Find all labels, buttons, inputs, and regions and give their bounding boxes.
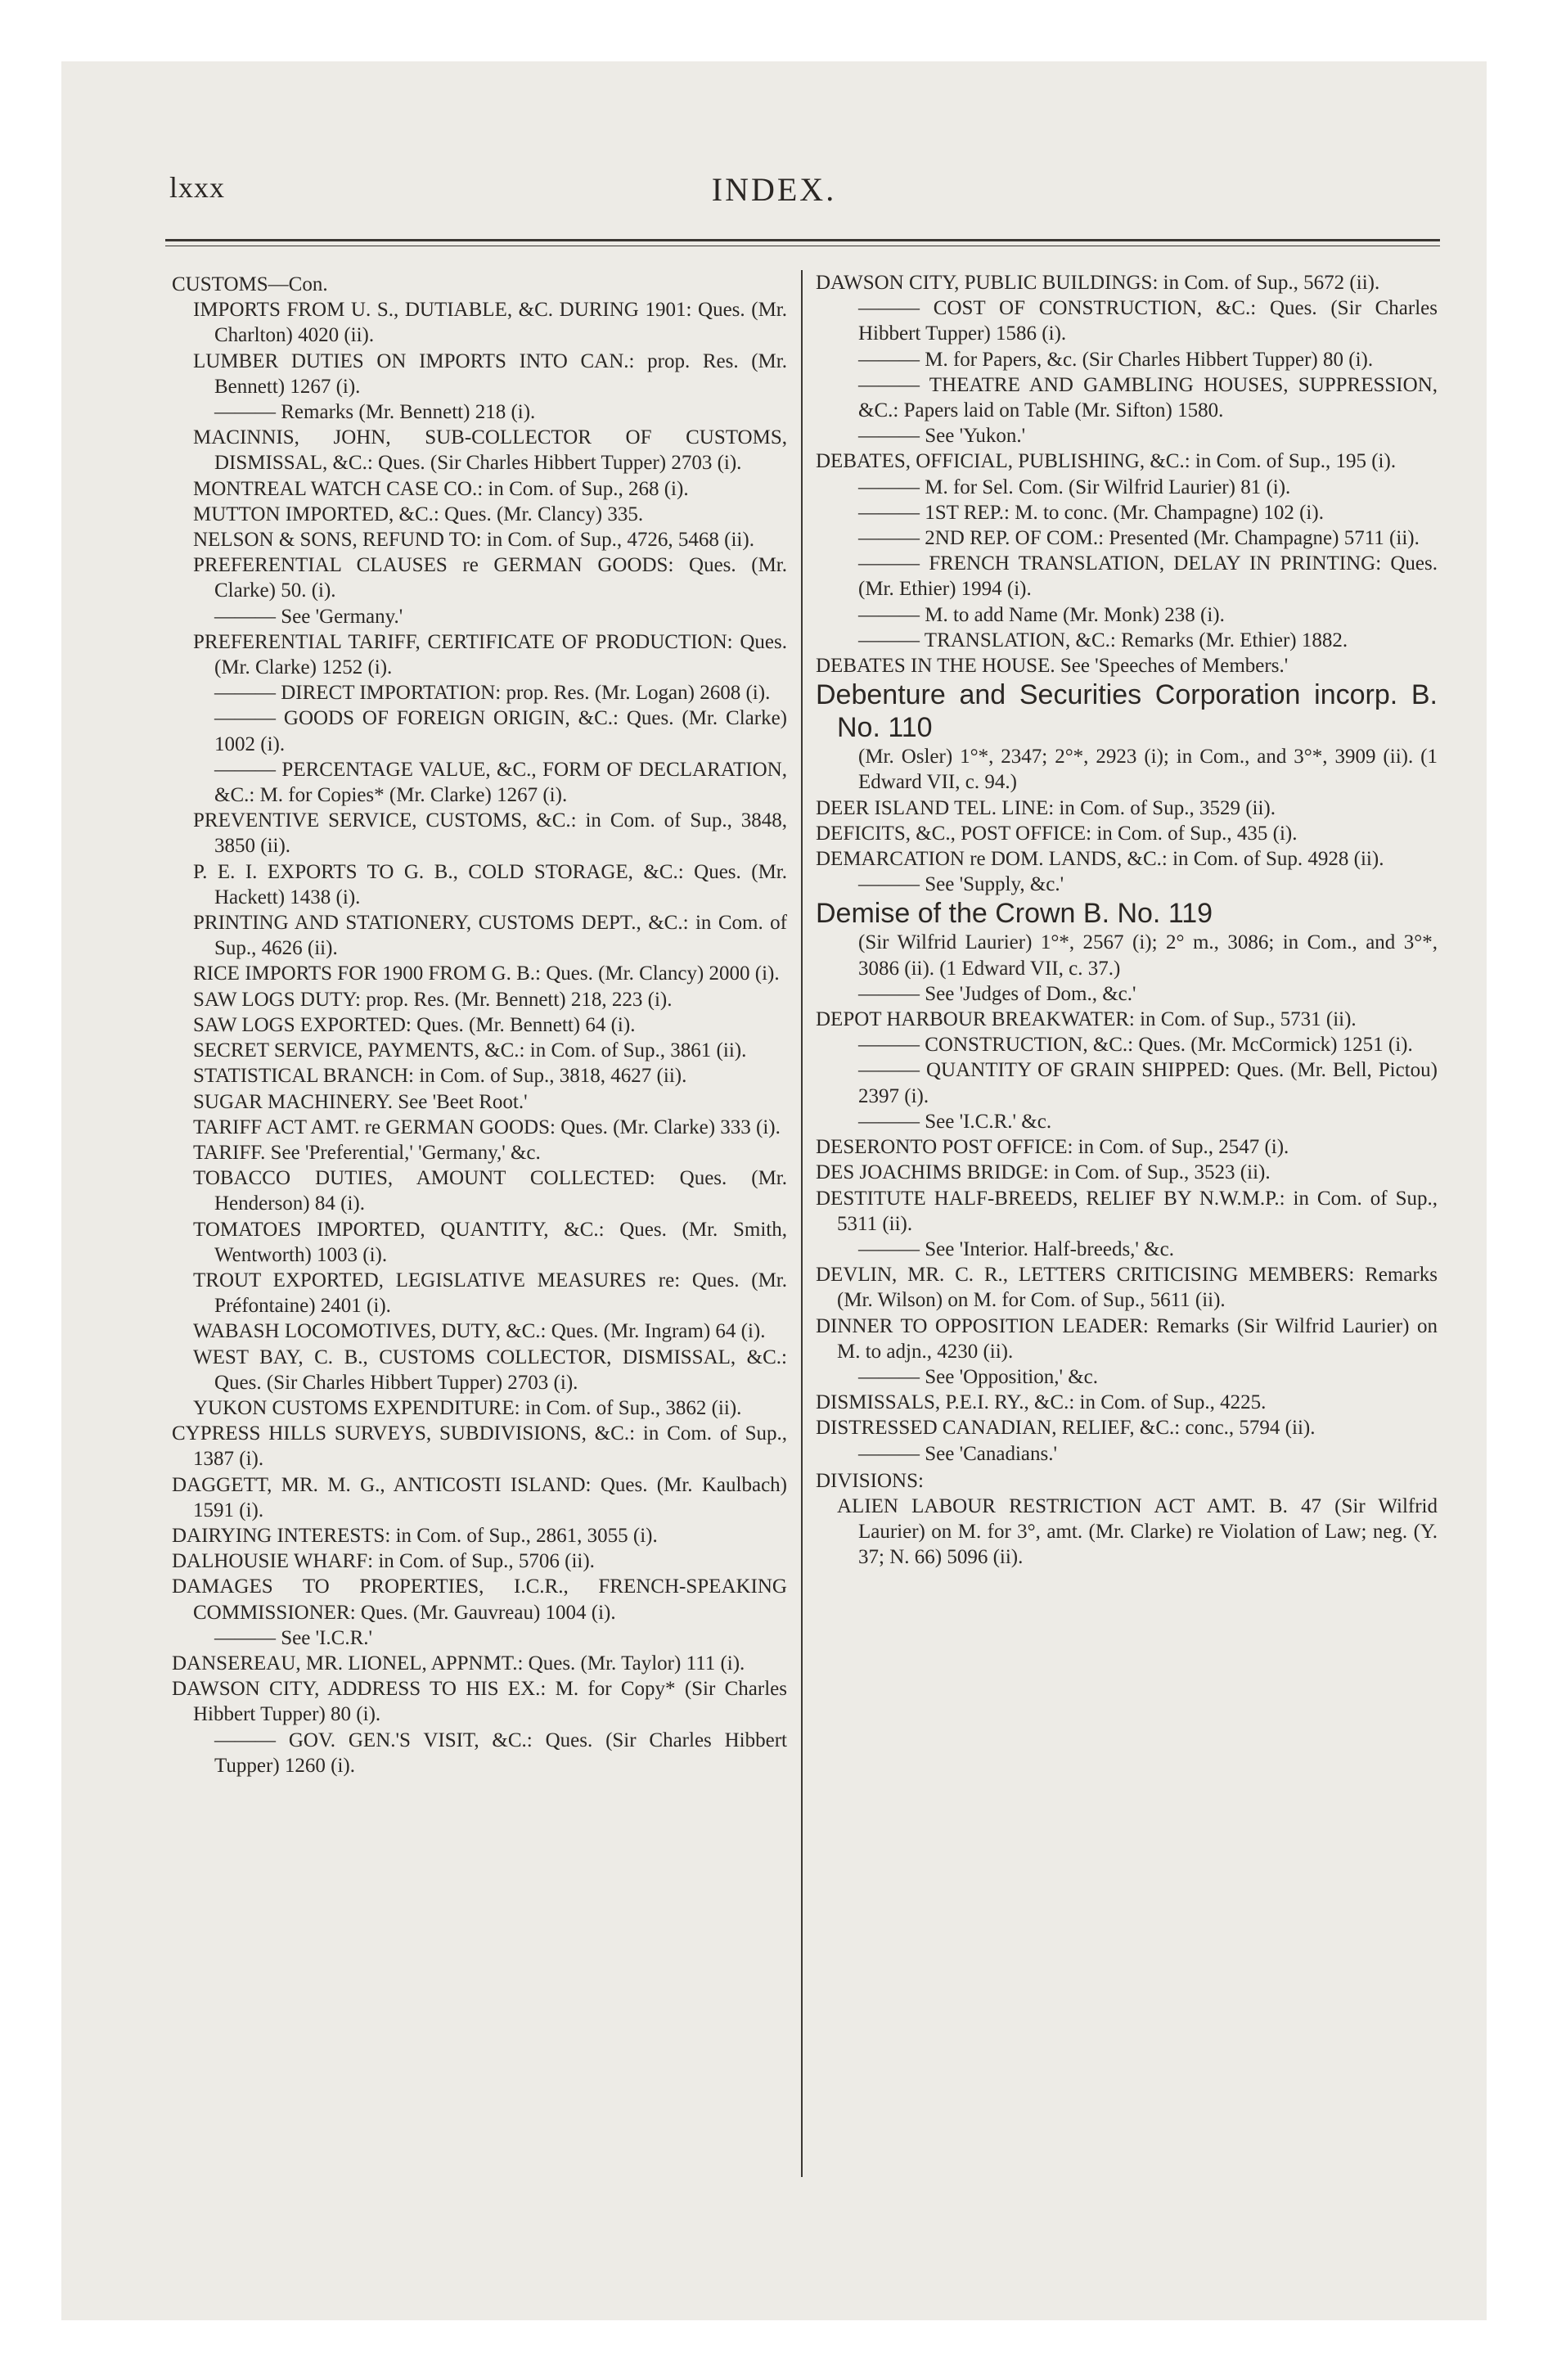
index-entry: ——— 2ND REP. OF COM.: Presented (Mr. Champagne) 5711 (ii). (858, 527, 1420, 550)
left-index-column (172, 270, 787, 1778)
index-entry: TARIFF ACT AMT. re GERMAN GOODS: Ques. (Mr. Clarke) 333 (i). (193, 1116, 781, 1138)
index-entry: ——— See 'Judges of Dom., &c.' (858, 982, 1136, 1005)
index-entry: CUSTOMS—Con. (172, 273, 328, 295)
index-entry: PREVENTIVE SERVICE, CUSTOMS, &C.: in Com. of Sup., 3848, 3850 (ii). (193, 809, 787, 858)
index-entry: DESERONTO POST OFFICE: in Com. of Sup., 2547 (i). (816, 1136, 1289, 1159)
right-index-column (816, 270, 1438, 1571)
header-rule-thick (165, 239, 1440, 241)
index-entry: (Mr. Osler) 1°*, 2347; 2°*, 2923 (i); in Com., and 3°*, 3909 (ii). (1 Edward VII, c. 94.) (858, 746, 1438, 794)
index-entry: ——— CONSTRUCTION, &C.: Ques. (Mr. McCormick) 1251 (i). (858, 1034, 1413, 1057)
index-entry: ——— Remarks (Mr. Bennett) 218 (i). (214, 401, 536, 424)
index-entry: TOBACCO DUTIES, AMOUNT COLLECTED: Ques. (Mr. Henderson) 84 (i). (193, 1167, 787, 1215)
index-entry: ——— TRANSLATION, &C.: Remarks (Mr. Ethier) 1882. (858, 629, 1348, 651)
index-entry: ——— M. to add Name (Mr. Monk) 238 (i). (858, 603, 1225, 626)
index-entry: ——— GOV. GEN.'S VISIT, &C.: Ques. (Sir Charles Hibbert Tupper) 1260 (i). (214, 1729, 787, 1777)
index-entry: P. E. I. EXPORTS TO G. B., COLD STORAGE, &C.: Ques. (Mr. Hackett) 1438 (i). (193, 860, 787, 908)
index-entry: SUGAR MACHINERY. See 'Beet Root.' (193, 1090, 528, 1113)
index-entry: TROUT EXPORTED, LEGISLATIVE MEASURES re: Ques. (Mr. Préfontaine) 2401 (i). (193, 1269, 787, 1318)
index-entry: ALIEN LABOUR RESTRICTION ACT AMT. B. 47 (Sir Wilfrid Laurier) on M. for 3°, amt. (Mr. Clarke) re Violation of Law; neg. (Y. 37; N. 66) 5096 (ii). (837, 1494, 1438, 1569)
index-entry: ——— See 'Opposition,' &c. (858, 1365, 1099, 1388)
index-entry: ——— See 'Canadians.' (858, 1442, 1057, 1465)
page-header (108, 164, 1440, 213)
index-entry: DEPOT HARBOUR BREAKWATER: in Com. of Sup., 5731 (ii). (816, 1008, 1357, 1031)
index-entry: ——— See 'Yukon.' (858, 425, 1026, 448)
index-entry: ——— THEATRE AND GAMBLING HOUSES, SUPPRESSION, &C.: Papers laid on Table (Mr. Sifton) 1580. (858, 373, 1438, 422)
index-entry: ——— 1ST REP.: M. to conc. (Mr. Champagne) 102 (i). (858, 501, 1324, 524)
index-entry: ——— PERCENTAGE VALUE, &C., FORM OF DECLARATION, &C.: M. for Copies* (Mr. Clarke) 1267 (i). (214, 758, 787, 807)
index-entry: DAMAGES TO PROPERTIES, I.C.R., FRENCH-SPEAKING COMMISSIONER: Ques. (Mr. Gauvreau) 1004 (i). (172, 1575, 787, 1624)
index-entry: MUTTON IMPORTED, &C.: Ques. (Mr. Clancy) 335. (193, 503, 644, 525)
index-entry: IMPORTS FROM U. S., DUTIABLE, &C. DURING 1901: Ques. (Mr. Charlton) 4020 (ii). (193, 299, 787, 347)
index-entry: DAGGETT, MR. M. G., ANTICOSTI ISLAND: Ques. (Mr. Kaulbach) 1591 (i). (172, 1473, 787, 1521)
index-entry: ——— M. for Papers, &c. (Sir Charles Hibbert Tupper) 80 (i). (858, 348, 1374, 371)
index-entry: TOMATOES IMPORTED, QUANTITY, &C.: Ques. (Mr. Smith, Wentworth) 1003 (i). (193, 1218, 787, 1266)
index-entry: SAW LOGS DUTY: prop. Res. (Mr. Bennett) 218, 223 (i). (193, 988, 673, 1011)
index-entry: DISTRESSED CANADIAN, RELIEF, &C.: conc., 5794 (ii). (816, 1417, 1316, 1440)
index-entry: ——— DIRECT IMPORTATION: prop. Res. (Mr. Logan) 2608 (i). (214, 682, 771, 705)
index-entry: PRINTING AND STATIONERY, CUSTOMS DEPT., &C.: in Com. of Sup., 4626 (ii). (193, 912, 787, 960)
index-entry: NELSON & SONS, REFUND TO: in Com. of Sup., 4726, 5468 (ii). (193, 529, 754, 552)
index-entry: ——— GOODS OF FOREIGN ORIGIN, &C.: Ques. (Mr. Clarke) 1002 (i). (214, 707, 787, 755)
page-number: lxxx (169, 171, 226, 204)
index-entry: DAIRYING INTERESTS: in Com. of Sup., 2861, 3055 (i). (172, 1524, 658, 1547)
index-entry: Debenture and Securities Corporation incorp. B. No. 110 (816, 679, 1438, 744)
index-entry: ——— COST OF CONSTRUCTION, &C.: Ques. (Sir Charles Hibbert Tupper) 1586 (i). (858, 297, 1438, 345)
running-title: INDEX. (711, 171, 837, 208)
index-entry: DEER ISLAND TEL. LINE: in Com. of Sup., 3529 (ii). (816, 796, 1276, 819)
index-entry: MACINNIS, JOHN, SUB-COLLECTOR OF CUSTOMS, DISMISSAL, &C.: Ques. (Sir Charles Hibbert Tupper) 2703 (i). (193, 426, 787, 475)
index-entry: DEBATES, OFFICIAL, PUBLISHING, &C.: in Com. of Sup., 195 (i). (816, 450, 1397, 473)
index-entry: SECRET SERVICE, PAYMENTS, &C.: in Com. of Sup., 3861 (ii). (193, 1039, 747, 1062)
index-entry: ——— FRENCH TRANSLATION, DELAY IN PRINTING: Ques. (Mr. Ethier) 1994 (i). (858, 552, 1438, 601)
index-entry: ——— QUANTITY OF GRAIN SHIPPED: Ques. (Mr. Bell, Pictou) 2397 (i). (858, 1059, 1438, 1107)
index-entry: ——— See 'Germany.' (214, 605, 403, 628)
index-entry: WEST BAY, C. B., CUSTOMS COLLECTOR, DISMISSAL, &C.: Ques. (Sir Charles Hibbert Tupper) 2703 (i). (193, 1346, 787, 1394)
index-entry: DEFICITS, &C., POST OFFICE: in Com. of Sup., 435 (i). (816, 822, 1298, 845)
index-entry: PREFERENTIAL CLAUSES re GERMAN GOODS: Ques. (Mr. Clarke) 50. (i). (193, 554, 787, 602)
index-entry: DAWSON CITY, ADDRESS TO HIS EX.: M. for Copy* (Sir Charles Hibbert Tupper) 80 (i). (172, 1678, 787, 1726)
index-entry: ——— See 'Supply, &c.' (858, 873, 1064, 896)
index-entry: SAW LOGS EXPORTED: Ques. (Mr. Bennett) 64 (i). (193, 1013, 636, 1036)
index-entry: DIVISIONS: (816, 1469, 924, 1492)
index-entry: YUKON CUSTOMS EXPENDITURE: in Com. of Sup., 3862 (ii). (193, 1396, 742, 1419)
index-entry: ——— See 'Interior. Half-breeds,' &c. (858, 1237, 1174, 1260)
index-entry: DEMARCATION re DOM. LANDS, &C.: in Com. of Sup. 4928 (ii). (816, 848, 1384, 871)
index-entry: DESTITUTE HALF-BREEDS, RELIEF BY N.W.M.P.: in Com. of Sup., 5311 (ii). (816, 1187, 1438, 1235)
index-entry: DEBATES IN THE HOUSE. See 'Speeches of Members.' (816, 655, 1289, 678)
index-entry: DALHOUSIE WHARF: in Com. of Sup., 5706 (ii). (172, 1550, 595, 1573)
index-entry: RICE IMPORTS FOR 1900 FROM G. B.: Ques. (Mr. Clancy) 2000 (i). (193, 962, 780, 985)
index-entry: DES JOACHIMS BRIDGE: in Com. of Sup., 3523 (ii). (816, 1161, 1271, 1184)
index-entry: TARIFF. See 'Preferential,' 'Germany,' &c. (193, 1141, 541, 1164)
index-entry: ——— M. for Sel. Com. (Sir Wilfrid Laurier) 81 (i). (858, 476, 1291, 498)
index-entry: (Sir Wilfrid Laurier) 1°*, 2567 (i); 2° m., 3086; in Com., and 3°*, 3086 (ii). (1 Edward VII, c. 37.) (858, 931, 1438, 980)
index-entry: DINNER TO OPPOSITION LEADER: Remarks (Sir Wilfrid Laurier) on M. to adjn., 4230 (ii). (816, 1314, 1438, 1363)
index-entry: ——— See 'I.C.R.' &c. (858, 1110, 1052, 1133)
index-entry: DISMISSALS, P.E.I. RY., &C.: in Com. of Sup., 4225. (816, 1391, 1267, 1414)
index-entry: Demise of the Crown B. No. 119 (816, 898, 1213, 930)
index-entry: PREFERENTIAL TARIFF, CERTIFICATE OF PRODUCTION: Ques. (Mr. Clarke) 1252 (i). (193, 630, 787, 679)
index-entry: DEVLIN, MR. C. R., LETTERS CRITICISING MEMBERS: Remarks (Mr. Wilson) on M. for Com. of Sup., 5611 (ii). (816, 1264, 1438, 1312)
index-entry: CYPRESS HILLS SURVEYS, SUBDIVISIONS, &C.: in Com. of Sup., 1387 (i). (172, 1422, 787, 1471)
index-entry: ——— See 'I.C.R.' (214, 1626, 373, 1649)
index-entry: WABASH LOCOMOTIVES, DUTY, &C.: Ques. (Mr. Ingram) 64 (i). (193, 1320, 766, 1343)
index-entry: DAWSON CITY, PUBLIC BUILDINGS: in Com. of Sup., 5672 (ii). (816, 272, 1380, 294)
column-divider (801, 270, 803, 2177)
index-entry: MONTREAL WATCH CASE CO.: in Com. of Sup., 268 (i). (193, 477, 689, 500)
index-entry: DANSEREAU, MR. LIONEL, APPNMT.: Ques. (Mr. Taylor) 111 (i). (172, 1652, 745, 1675)
index-entry: STATISTICAL BRANCH: in Com. of Sup., 3818, 4627 (ii). (193, 1065, 687, 1088)
index-entry: LUMBER DUTIES ON IMPORTS INTO CAN.: prop. Res. (Mr. Bennett) 1267 (i). (193, 349, 787, 398)
